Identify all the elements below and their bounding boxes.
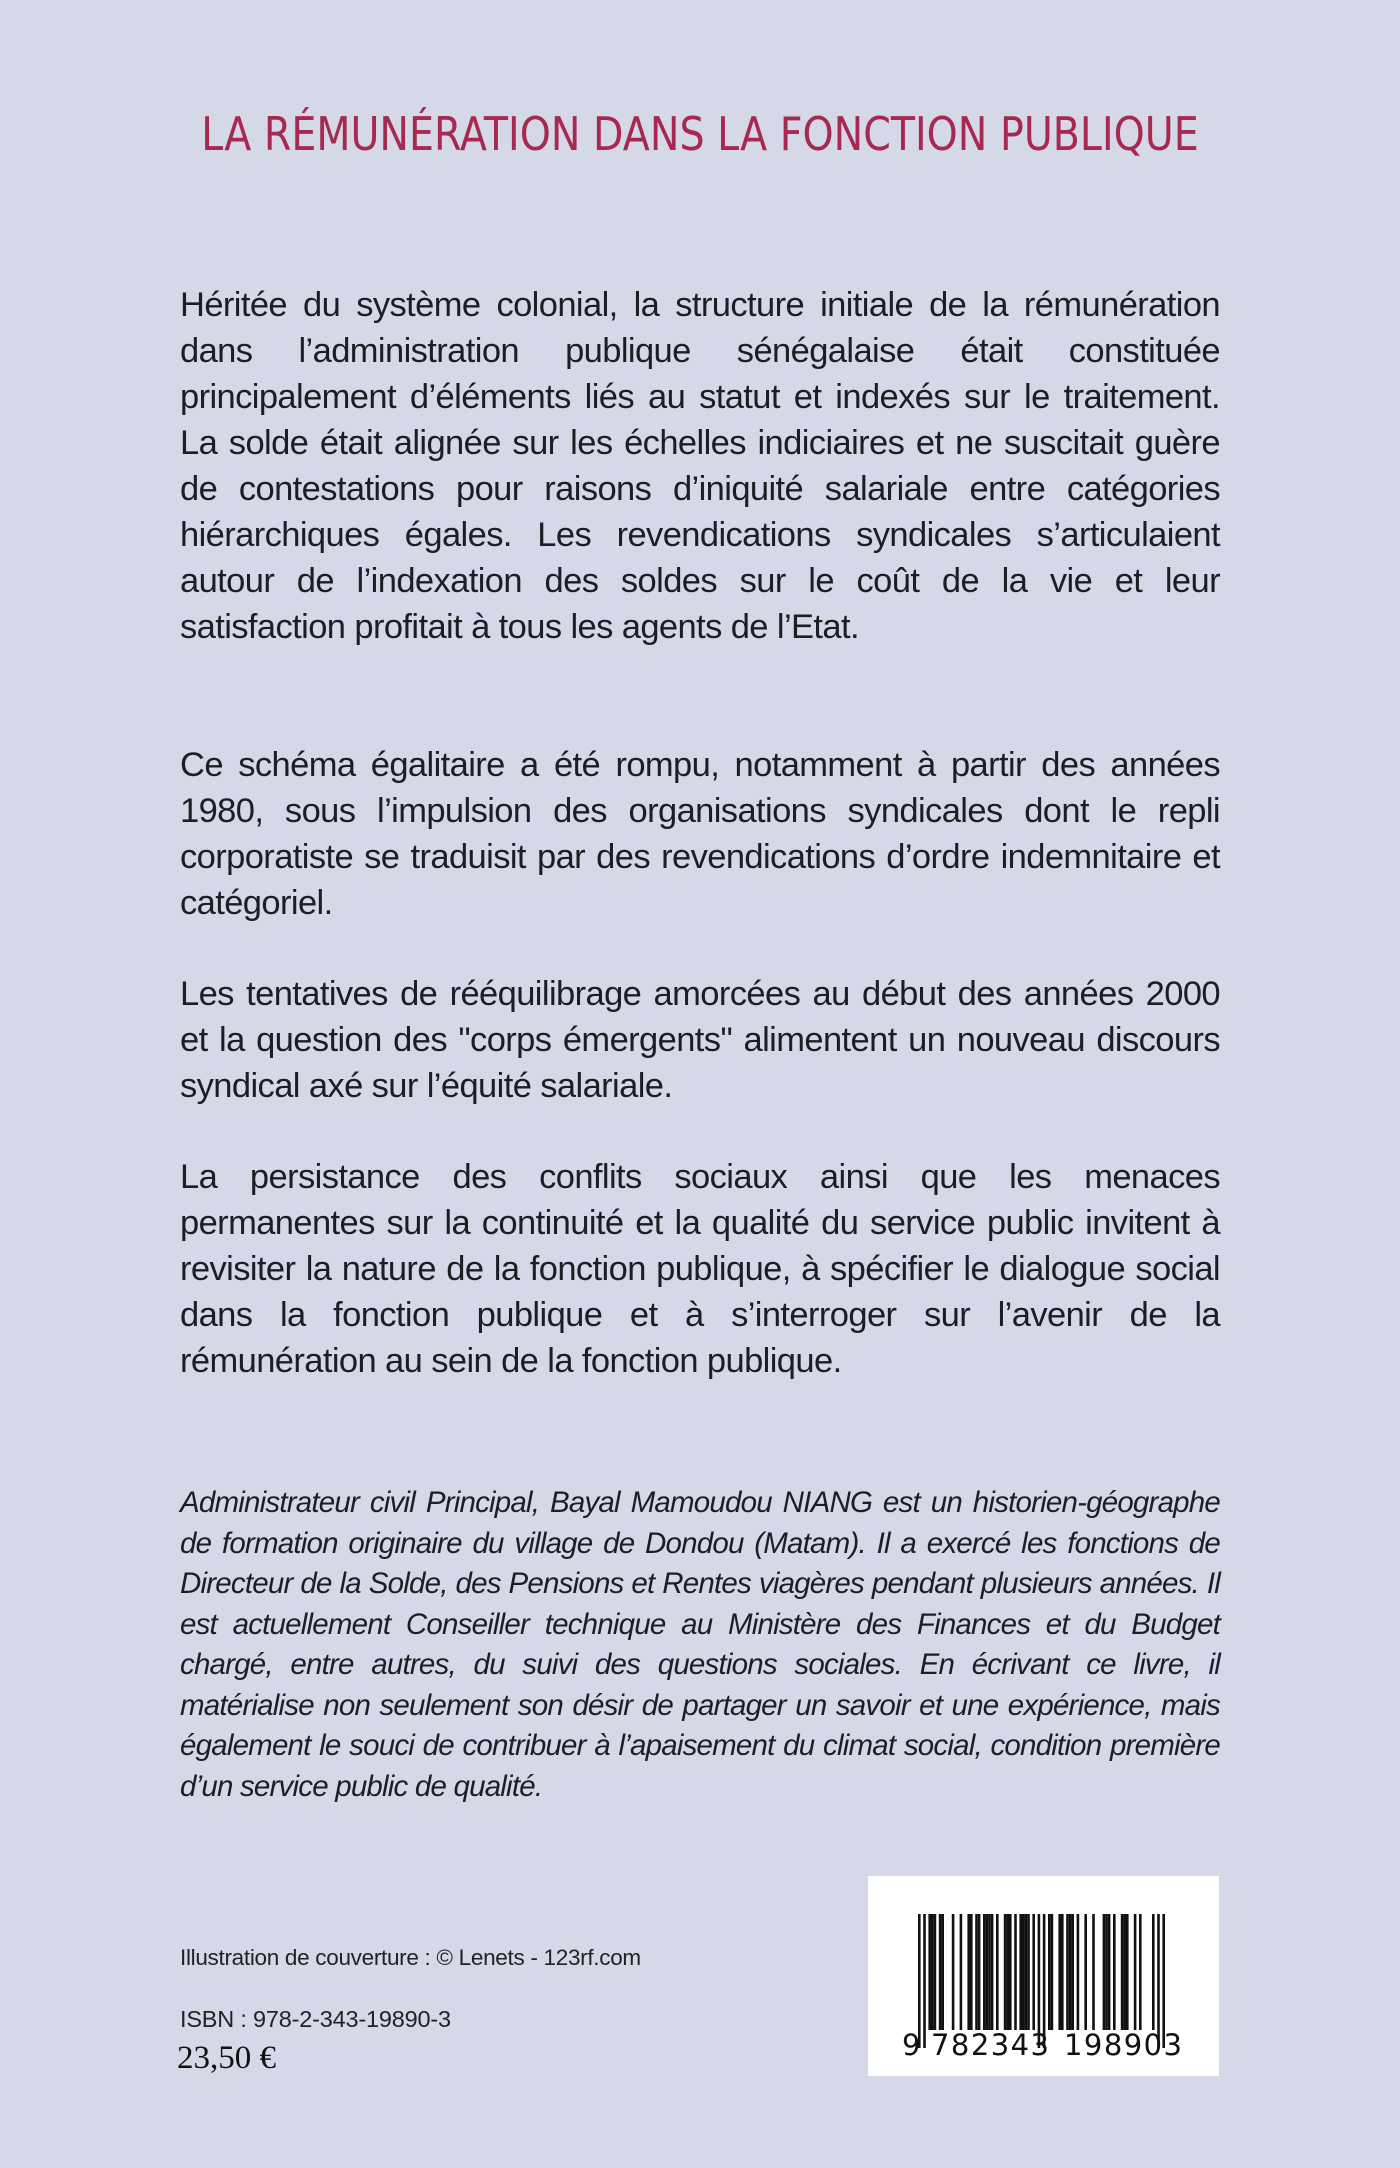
blurb-paragraph-4: La persistance des conflits sociaux ainsi que les menaces permanentes sur la continuité et la qualité du service public invitent à revisiter la nature de la fonction publique, à spécifier le dialogue social dans la fonction publique et à s’interroger sur l’avenir de la rémunération au sein de la fonction publique. xyxy=(180,1158,1220,1380)
author-bio: Administrateur civil Principal, Bayal Mamoudou NIANG est un historien-géographe de formation originaire du village de Dondou (Matam). Il a exercé les fonctions de Directeur de la Solde, des Pensions et Rentes viagères pendant plusieurs années. Il est actuellement Conseiller technique au Ministère des Finances et du Budget chargé, entre autres, du suivi des questions sociales. En écrivant ce livre, il matérialise non seulement son désir de partager un savoir et une expérience, mais également le souci de contribuer à l’apaisement du climat social, condition première d’un service public de qualité. xyxy=(180,1486,1220,1803)
barcode-left-digits: 782343 xyxy=(931,2028,1049,2062)
blurb-paragraph-1: Héritée du système colonial, la structure initiale de la rémunération dans l’administration publique sénégalaise était constituée principalement d’éléments liés au statut et indexés sur le traitement. La solde était alignée sur les échelles indiciaires et ne suscitait guère de contestations pour raisons d’iniquité salariale entre catégories hiérarchiques égales. Les revendications syndicales s’articulaient autour de l’indexation des soldes sur le coût de la vie et leur satisfaction profitait à tous les agents de l’Etat. xyxy=(180,286,1220,646)
barcode-right-digits: 198903 xyxy=(1064,2028,1182,2062)
book-title: LA RÉMUNÉRATION DANS LA FONCTION PUBLIQUE xyxy=(201,107,1199,161)
illustration-credit: Illustration de couverture : © Lenets - 123rf.com xyxy=(180,1945,641,1970)
isbn-label: ISBN : 978-2-343-19890-3 xyxy=(180,2006,451,2032)
barcode-first-digit: 9 xyxy=(902,2028,921,2062)
barcode-icon xyxy=(868,1876,1219,2076)
barcode xyxy=(868,1876,1219,2076)
blurb-paragraph-3: Les tentatives de rééquilibrage amorcées au début des années 2000 et la question des "corps émergents" alimentent un nouveau discours syndical axé sur l’équité salariale. xyxy=(180,975,1220,1105)
blurb-paragraph-2: Ce schéma égalitaire a été rompu, notamment à partir des années 1980, sous l’impulsion des organisations syndicales dont le repli corporatiste se traduisit par des revendications d’ordre indemnitaire et catégoriel. xyxy=(180,746,1220,922)
price-label: 23,50 € xyxy=(177,2040,276,2076)
